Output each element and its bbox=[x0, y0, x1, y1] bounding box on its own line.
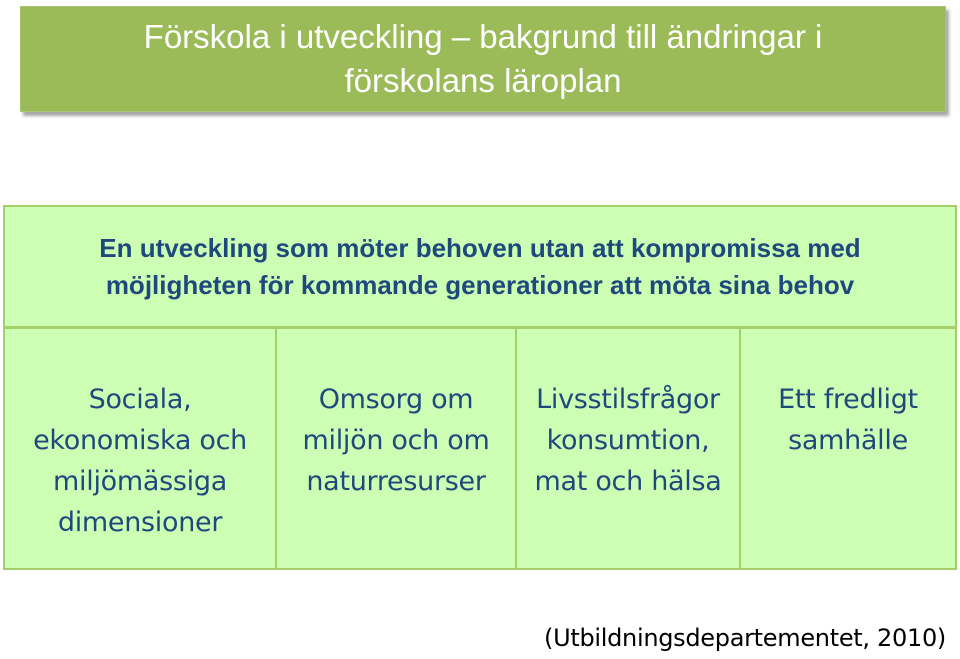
slide-title: Förskola i utveckling – bakgrund till ändringar i förskolans läroplan bbox=[143, 18, 823, 99]
table-cells-row bbox=[5, 329, 955, 568]
content-table bbox=[3, 205, 957, 570]
table-cell-1 bbox=[5, 329, 277, 568]
table-cell-3 bbox=[517, 329, 741, 568]
table-header-text: En utveckling som möter behoven utan att kompromissa med möjligheten för kommande generationer att möta sina behov bbox=[99, 232, 861, 300]
title-banner bbox=[20, 6, 946, 112]
table-header-row bbox=[5, 207, 955, 329]
cell-text-4: Ett fredligt samhälle bbox=[778, 384, 918, 456]
cell-text-1: Sociala, ekonomiska och miljömässiga dimensioner bbox=[33, 384, 247, 538]
table-cell-4 bbox=[741, 329, 955, 568]
cell-text-3: Livsstilsfrågor konsumtion, mat och hälsa bbox=[534, 384, 722, 497]
table-cell-2 bbox=[277, 329, 517, 568]
cell-text-2: Omsorg om miljön och om naturresurser bbox=[302, 384, 490, 497]
source-citation: (Utbildningsdepartementet, 2010) bbox=[544, 624, 946, 652]
